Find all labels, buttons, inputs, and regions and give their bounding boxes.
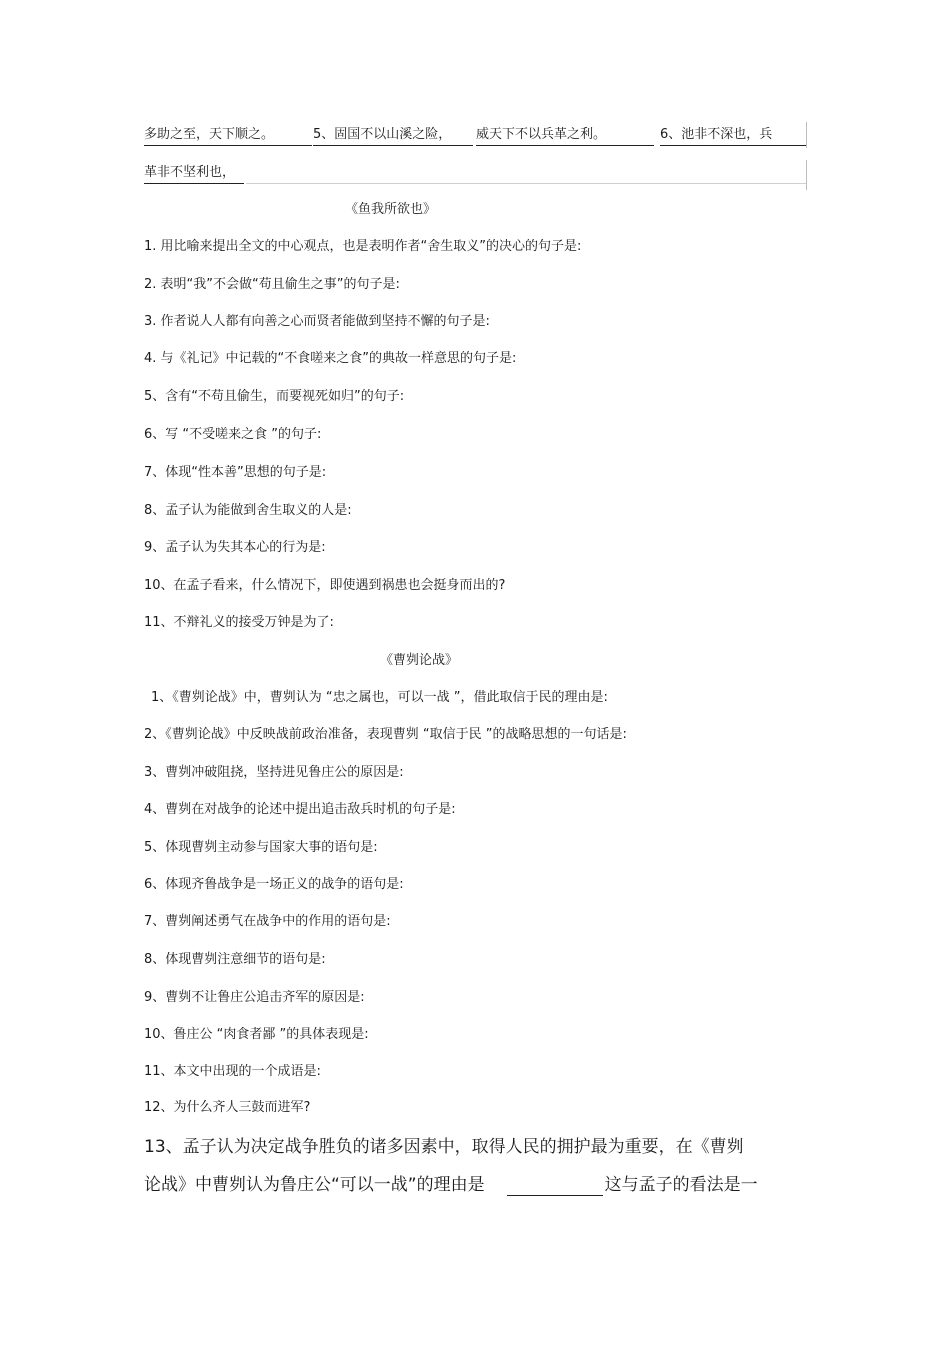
s2-question-13-text-b: 这与孟子的看法是一 — [604, 1175, 758, 1195]
top-fragment-b: 5、固国不以山溪之险， — [313, 126, 473, 146]
s2-question-2: 2、《曹刿论战》中反映战前政治准备，表现曹刿 “取信于民 ”的战略思想的一句话是: — [144, 727, 627, 742]
s2-question-13-line-2 — [144, 1174, 758, 1196]
s2-question-8: 8、体现曹刿注意细节的语句是: — [144, 952, 326, 967]
s1-question-7: 7、体现“性本善”思想的句子是: — [144, 465, 327, 480]
s1-question-6: 6、写 “不受嗟来之食 ”的句子: — [144, 427, 322, 442]
s2-question-12: 12、为什么齐人三鼓而进军? — [144, 1100, 311, 1115]
s2-question-11: 11、本文中出现的一个成语是: — [144, 1064, 321, 1079]
s1-question-3: 3. 作者说人人都有向善之心而贤者能做到坚持不懈的句子是: — [144, 314, 490, 329]
s1-question-1: 1. 用比喻来提出全文的中心观点，也是表明作者“舍生取义”的决心的句子是: — [144, 239, 582, 254]
s1-question-2: 2. 表明“我”不会做“苟且偷生之事”的句子是: — [144, 277, 400, 292]
s2-question-9: 9、曹刿不让鲁庄公追击齐军的原因是: — [144, 990, 365, 1005]
top-fragment-e: 革非不坚利也， — [144, 164, 244, 184]
s1-question-10: 10、在孟子看来，什么情况下，即使遇到祸患也会挺身而出的? — [144, 578, 506, 593]
s2-question-13-text-a: 论战》中曹刿认为鲁庄公“可以一战”的理由是 — [144, 1175, 485, 1195]
answer-blank[interactable] — [507, 1178, 603, 1196]
s2-question-7: 7、曹刿阐述勇气在战争中的作用的语句是: — [144, 914, 391, 929]
s2-question-6: 6、体现齐鲁战争是一场正义的战争的语句是: — [144, 877, 404, 892]
section-title-yu-wo-suo-yu: 《鱼我所欲也》 — [345, 202, 437, 217]
top-fragment-a: 多助之至，天下顺之。 — [144, 126, 312, 146]
top-rule-extension — [246, 183, 806, 184]
top-fragment-d: 6、池非不深也，兵 — [660, 126, 806, 146]
s1-question-9: 9、孟子认为失其本心的行为是: — [144, 540, 326, 555]
s1-question-8: 8、孟子认为能做到舍生取义的人是: — [144, 503, 352, 518]
s1-question-5: 5、含有“不苟且偷生，而要视死如归”的句子: — [144, 389, 405, 404]
s1-question-4: 4. 与《礼记》中记载的“不食嗟来之食”的典故一样意思的句子是: — [144, 351, 517, 366]
top-fragment-c: 威天下不以兵革之利。 — [476, 126, 654, 146]
top-vertical-rule-2 — [806, 160, 807, 190]
section-title-cao-gui-lun-zhan: 《曹刿论战》 — [380, 653, 459, 668]
s2-question-3: 3、曹刿冲破阻挠，坚持进见鲁庄公的原因是: — [144, 765, 404, 780]
s2-question-4: 4、曹刿在对战争的论述中提出追击敌兵时机的句子是: — [144, 802, 456, 817]
s1-question-11: 11、不辩礼义的接受万钟是为了: — [144, 615, 334, 630]
s2-question-1: 1、《曹刿论战》中，曹刿认为 “忠之属也，可以一战 ”，借此取信于民的理由是: — [151, 690, 608, 705]
top-vertical-rule-1 — [806, 122, 807, 148]
s2-question-13-line-1: 13、孟子认为决定战争胜负的诸多因素中，取得人民的拥护最为重要，在《曹刿 — [144, 1137, 744, 1157]
s2-question-10: 10、鲁庄公 “肉食者鄙 ”的具体表现是: — [144, 1027, 369, 1042]
s2-question-5: 5、体现曹刿主动参与国家大事的语句是: — [144, 840, 378, 855]
